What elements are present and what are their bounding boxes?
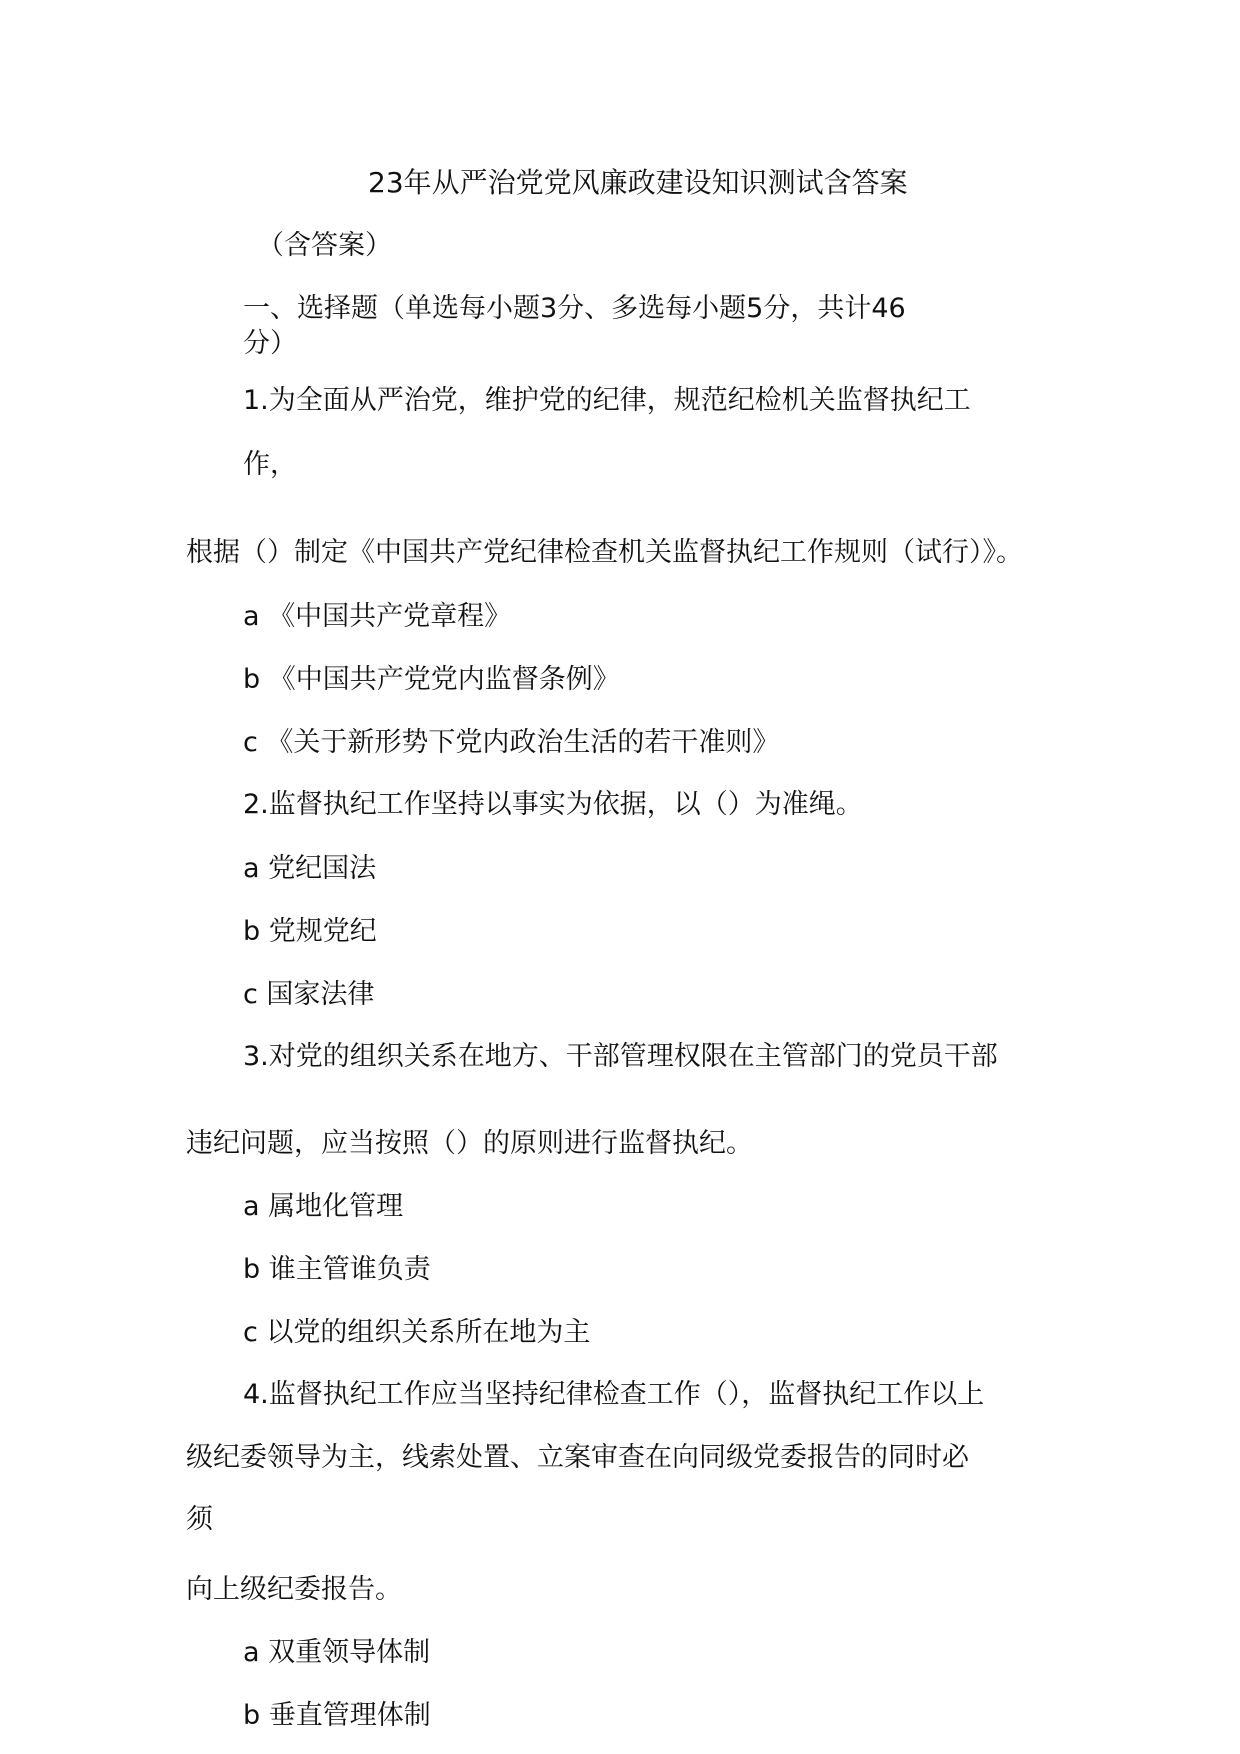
document-subtitle: （含答案） bbox=[257, 230, 392, 261]
question-3-option-c: c 以党的组织关系所在地为主 bbox=[243, 1317, 591, 1348]
question-4-line-1: 4.监督执纪工作应当坚持纪律检查工作（），监督执纪工作以上 bbox=[243, 1379, 985, 1410]
question-2-line-1: 2.监督执纪工作坚持以事实为依据，以（）为准绳。 bbox=[243, 789, 863, 820]
question-1-option-b: b 《中国共产党党内监督条例》 bbox=[243, 664, 620, 695]
question-3-option-a: a 属地化管理 bbox=[243, 1191, 404, 1222]
document-title: 23年从严治党党风廉政建设知识测试含答案 bbox=[368, 166, 908, 199]
section-heading-continued: 分） bbox=[243, 328, 297, 359]
question-2-option-a: a 党纪国法 bbox=[243, 853, 377, 884]
question-1-line-3: 根据（）制定《中国共产党纪律检查机关监督执纪工作规则（试行）》。 bbox=[186, 537, 1023, 568]
question-3-option-b: b 谁主管谁负责 bbox=[243, 1254, 431, 1285]
question-4-line-3: 须 bbox=[186, 1504, 213, 1535]
question-1-line-2: 作， bbox=[243, 449, 297, 480]
question-1-option-a: a 《中国共产党章程》 bbox=[243, 601, 512, 632]
section-heading: 一、选择题（单选每小题3分、多选每小题5分，共计46 bbox=[243, 293, 906, 324]
question-3-line-1: 3.对党的组织关系在地方、干部管理权限在主管部门的党员干部 bbox=[243, 1041, 998, 1072]
question-4-option-b: b 垂直管理体制 bbox=[243, 1700, 431, 1731]
question-4-line-4: 向上级纪委报告。 bbox=[186, 1574, 402, 1605]
question-4-option-a: a 双重领导体制 bbox=[243, 1637, 431, 1668]
question-3-line-2: 违纪问题，应当按照（）的原则进行监督执纪。 bbox=[186, 1128, 753, 1159]
question-1-line-1: 1.为全面从严治党，维护党的纪律，规范纪检机关监督执纪工 bbox=[243, 385, 971, 416]
question-2-option-b: b 党规党纪 bbox=[243, 916, 377, 947]
question-4-line-2: 级纪委领导为主，线索处置、立案审查在向同级党委报告的同时必 bbox=[186, 1442, 969, 1473]
question-1-option-c: c 《关于新形势下党内政治生活的若干准则》 bbox=[243, 727, 780, 758]
question-2-option-c: c 国家法律 bbox=[243, 979, 375, 1010]
